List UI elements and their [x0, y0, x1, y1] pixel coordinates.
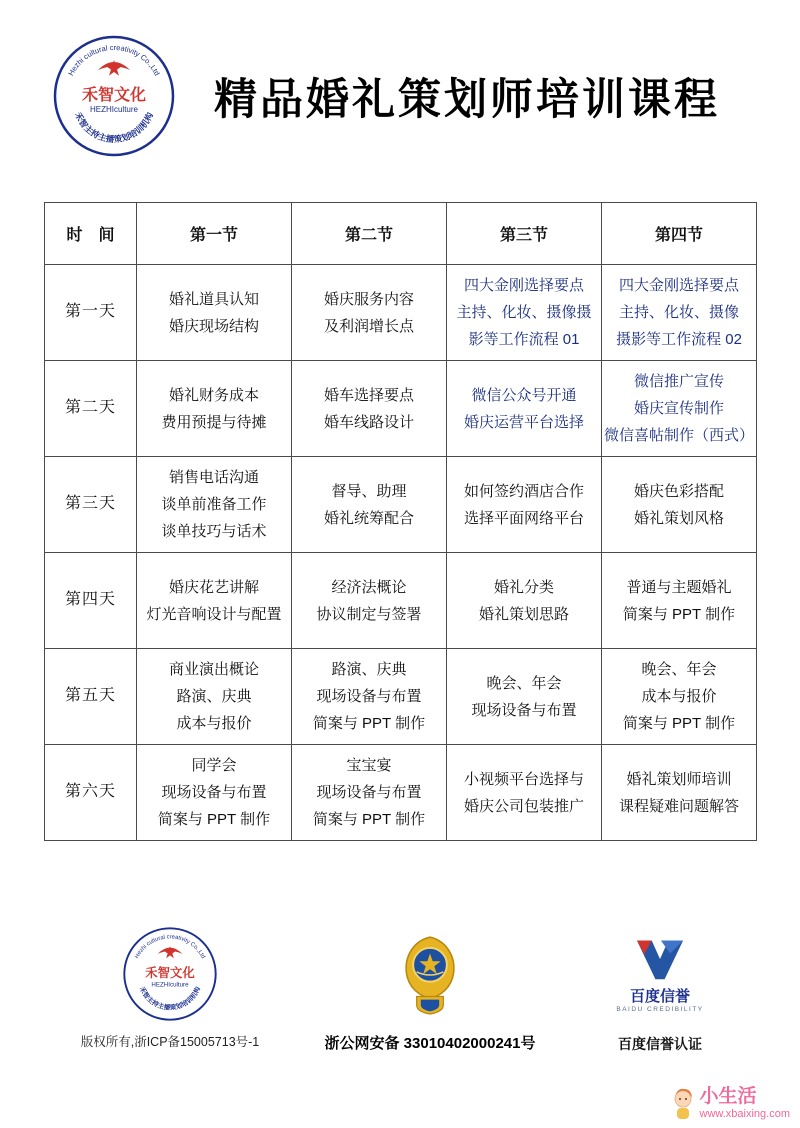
logo-name-en: HEZHIculture [89, 105, 139, 114]
course-cell: 微信推广宣传 婚庆宣传制作 微信喜帖制作（西式） [602, 361, 757, 457]
header-time: 时 间 [45, 203, 137, 265]
header [52, 34, 758, 158]
table-row-day3 [45, 457, 757, 553]
course-cell: 婚庆色彩搭配 婚礼策划风格 [602, 457, 757, 553]
course-cell: 婚车选择要点 婚车线路设计 [292, 361, 447, 457]
icp-copyright-text: 版权所有,浙ICP备15005713号-1 [80, 1035, 260, 1049]
logo-name-en: HEZHIculture [151, 981, 189, 989]
watermark-site-url: www.xbaixing.com [699, 1107, 790, 1120]
table-row-day2 [45, 361, 757, 457]
course-cell: 小视频平台选择与 婚庆公司包装推广 [447, 745, 602, 841]
logo-name-cn: 禾智文化 [145, 966, 195, 981]
police-filing-text: 浙公网安备 33010402000241号 [324, 1035, 536, 1052]
header-session-2: 第二节 [292, 203, 447, 265]
course-cell: 宝宝宴 现场设备与布置 简案与 PPT 制作 [292, 745, 447, 841]
footer-baidu-block [565, 926, 755, 1054]
header-session-4: 第四节 [602, 203, 757, 265]
course-cell: 商业演出概论 路演、庆典 成本与报价 [137, 649, 292, 745]
header-session-3: 第三节 [447, 203, 602, 265]
logo-arc-top-text: Hezhi cultural creativity Co.,Ltd [66, 42, 162, 78]
course-cell: 微信公众号开通 婚庆运营平台选择 [447, 361, 602, 457]
table-row-day6 [45, 745, 757, 841]
course-cell: 婚礼财务成本 费用预提与待摊 [137, 361, 292, 457]
course-cell: 经济法概论 协议制定与签署 [292, 553, 447, 649]
course-cell: 婚礼策划师培训 课程疑难问题解答 [602, 745, 757, 841]
page-title: 精品婚礼策划师培训课程 [214, 75, 720, 124]
course-cell: 婚礼道具认知 婚庆现场结构 [137, 265, 292, 361]
police-badge-icon [399, 933, 461, 1015]
course-cell: 晚会、年会 成本与报价 简案与 PPT 制作 [602, 649, 757, 745]
site-watermark [670, 1086, 790, 1122]
course-cell: 同学会 现场设备与布置 简案与 PPT 制作 [137, 745, 292, 841]
course-cell: 婚庆花艺讲解 灯光音响设计与配置 [137, 553, 292, 649]
day-cell: 第四天 [45, 553, 137, 649]
footer-police-block [305, 926, 555, 1053]
hezhi-logo-small [122, 926, 218, 1022]
course-cell: 婚礼分类 婚礼策划思路 [447, 553, 602, 649]
baidu-credibility-icon [633, 935, 687, 983]
course-cell: 普通与主题婚礼 简案与 PPT 制作 [602, 553, 757, 649]
day-cell: 第一天 [45, 265, 137, 361]
baidu-sub-text: BAIDU CREDIBILITY [616, 1006, 704, 1013]
table-row-day5 [45, 649, 757, 745]
baidu-cert-text: 百度信誉认证 [618, 1036, 702, 1052]
watermark-site-name: 小生活 [699, 1086, 757, 1107]
footer-logo-art [122, 926, 218, 1022]
table-row-day1 [45, 265, 757, 361]
footer-baidu-art [616, 926, 703, 1022]
footer-police-art [399, 926, 461, 1022]
course-cell: 销售电话沟通 谈单前准备工作 谈单技巧与话术 [137, 457, 292, 553]
day-cell: 第六天 [45, 745, 137, 841]
footer-copyright-block [45, 926, 295, 1050]
course-cell: 路演、庆典 现场设备与布置 简案与 PPT 制作 [292, 649, 447, 745]
header-session-1: 第一节 [137, 203, 292, 265]
course-cell: 四大金刚选择要点 主持、化妆、摄像摄 影等工作流程 01 [447, 265, 602, 361]
footer [45, 926, 755, 1054]
logo-name-cn: 禾智文化 [81, 87, 147, 104]
baidu-name-text: 百度信誉 [629, 988, 690, 1005]
course-cell: 晚会、年会 现场设备与布置 [447, 649, 602, 745]
course-schedule-table [44, 202, 757, 841]
day-cell: 第五天 [45, 649, 137, 745]
day-cell: 第三天 [45, 457, 137, 553]
table-header-row [45, 203, 757, 265]
day-cell: 第二天 [45, 361, 137, 457]
course-cell: 四大金刚选择要点 主持、化妆、摄像 摄影等工作流程 02 [602, 265, 757, 361]
course-cell: 婚庆服务内容 及利润增长点 [292, 265, 447, 361]
logo-arc-bottom-text: 禾智主持主播策划培训机构 [73, 110, 155, 145]
table-row-day4 [45, 553, 757, 649]
course-cell: 督导、助理 婚礼统筹配合 [292, 457, 447, 553]
logo-arc-top-text: Hezhi cultural creativity Co.,Ltd [134, 934, 206, 960]
logo-arc-bottom-text: 禾智主持主播策划培训机构 [137, 985, 203, 1012]
hezhi-logo [52, 34, 176, 158]
mascot-icon [670, 1086, 696, 1122]
watermark-text [700, 1086, 790, 1120]
course-cell: 如何签约酒店合作 选择平面网络平台 [447, 457, 602, 553]
